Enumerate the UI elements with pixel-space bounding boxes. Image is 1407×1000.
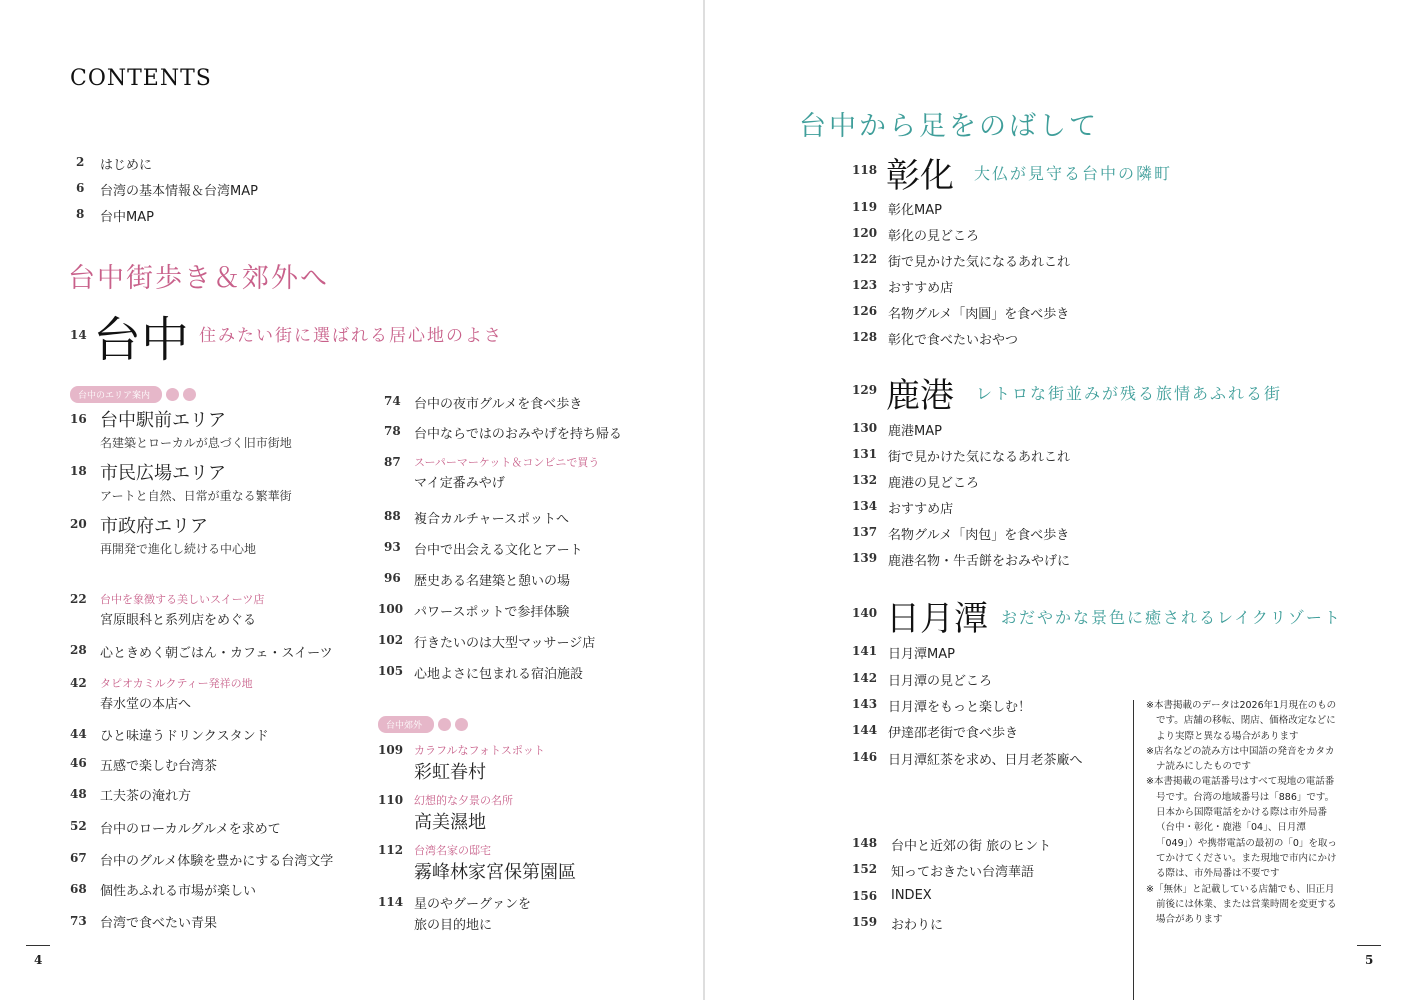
toc-page-number: 16 bbox=[70, 412, 87, 426]
toc-page-number: 96 bbox=[384, 571, 401, 585]
note-text: ※「無休」と記載している店舗でも、旧正月前後には休業、または営業時間を変更する場合があります bbox=[1146, 883, 1337, 926]
tag-dot bbox=[166, 388, 179, 401]
toc-entry[interactable]: 鹿港MAP bbox=[888, 424, 942, 439]
toc-entry[interactable]: INDEX bbox=[891, 888, 932, 903]
page-number-rule bbox=[1357, 945, 1381, 946]
toc-page-number: 93 bbox=[384, 540, 401, 554]
toc-entry[interactable]: 日月潭の見どころ bbox=[888, 674, 993, 689]
toc-page-number: 88 bbox=[384, 509, 401, 523]
spot-title[interactable]: 霧峰林家宮保第園區 bbox=[414, 862, 576, 883]
editorial-notes bbox=[1146, 698, 1342, 927]
toc-entry[interactable]: 台湾で食べたい青果 bbox=[100, 916, 218, 931]
toc-entry[interactable]: 伊達邵老街で食べ歩き bbox=[888, 726, 1019, 741]
toc-page-number: 68 bbox=[70, 882, 87, 896]
toc-page-number: 78 bbox=[384, 424, 401, 438]
area-title[interactable]: 台中駅前エリア bbox=[100, 410, 226, 431]
spot-title[interactable]: 高美濕地 bbox=[414, 812, 486, 833]
toc-page-number: 122 bbox=[852, 252, 878, 266]
tag-dot bbox=[455, 718, 468, 731]
toc-page-number: 142 bbox=[852, 671, 878, 685]
toc-page-number: 143 bbox=[852, 697, 878, 711]
toc-entry[interactable]: 台中で出会える文化とアート bbox=[414, 543, 583, 558]
area-guide-tag-label: 台中のエリア案内 bbox=[70, 386, 162, 403]
page-number-rule bbox=[26, 945, 50, 946]
notes-divider bbox=[1133, 700, 1134, 1000]
toc-page-number: 130 bbox=[852, 421, 878, 435]
area-title[interactable]: 市政府エリア bbox=[100, 516, 208, 537]
note-text: ※店名などの読み方は中国語の発音をカタカナ読みにしたものです bbox=[1146, 745, 1335, 773]
spot-title[interactable]: 彩虹眷村 bbox=[414, 762, 486, 783]
toc-entry[interactable]: 日月潭紅茶を求め、日月老茶廠へ bbox=[888, 753, 1083, 768]
toc-entry[interactable]: 行きたいのは大型マッサージ店 bbox=[414, 636, 596, 651]
toc-page-number: 144 bbox=[852, 723, 878, 737]
toc-entry[interactable]: 心ときめく朝ごはん・カフェ・スイーツ bbox=[100, 646, 333, 661]
area-description: 名建築とローカルが息づく旧市街地 bbox=[100, 436, 292, 450]
city-title[interactable]: 台中 bbox=[93, 312, 190, 368]
toc-page-number: 156 bbox=[852, 889, 878, 903]
toc-page-number: 44 bbox=[70, 727, 87, 741]
city-tagline: おだやかな景色に癒されるレイクリゾート bbox=[1001, 608, 1342, 627]
toc-entry[interactable]: 名物グルメ「肉包」を食べ歩き bbox=[888, 528, 1070, 543]
toc-page-number: 14 bbox=[70, 328, 87, 342]
toc-page-number: 118 bbox=[852, 163, 878, 177]
toc-page-number: 52 bbox=[70, 819, 87, 833]
toc-entry[interactable]: 街で見かけた気になるあれこれ bbox=[888, 255, 1071, 270]
toc-page-number: 109 bbox=[378, 743, 404, 757]
toc-entry[interactable]: 台湾の基本情報＆台湾MAP bbox=[100, 184, 258, 199]
toc-entry[interactable]: 宮原眼科と系列店をめぐる bbox=[100, 613, 257, 628]
city-tagline: 住みたい街に選ばれる居心地のよさ bbox=[199, 326, 503, 346]
toc-page-number: 46 bbox=[70, 756, 87, 770]
toc-page-number: 140 bbox=[852, 606, 878, 620]
toc-entry-subtitle: カラフルなフォトスポット bbox=[414, 744, 545, 757]
area-guide-tag bbox=[70, 386, 196, 403]
toc-entry[interactable]: 春水堂の本店へ bbox=[100, 697, 192, 712]
toc-entry[interactable]: 日月潭MAP bbox=[888, 647, 955, 662]
toc-page-number: 112 bbox=[378, 843, 404, 857]
toc-page-number: 119 bbox=[852, 200, 878, 214]
toc-entry[interactable]: おすすめ店 bbox=[888, 281, 954, 296]
toc-entry[interactable]: 台中と近郊の街 旅のヒント bbox=[891, 839, 1052, 854]
toc-page-number: 141 bbox=[852, 644, 878, 658]
city-title[interactable]: 日月潭 bbox=[886, 599, 988, 639]
toc-page-number: 123 bbox=[852, 278, 878, 292]
toc-page-number: 100 bbox=[378, 602, 404, 616]
page-number: 4 bbox=[34, 953, 43, 967]
area-title[interactable]: 市民広場エリア bbox=[100, 463, 226, 484]
note-text: ※本書掲載のデータは2026年1月現在のものです。店舗の移転、閉店、価格改定などにより実際と異なる場合があります bbox=[1146, 700, 1337, 742]
toc-page-number: 128 bbox=[852, 330, 878, 344]
area-description: 再開発で進化し続ける中心地 bbox=[100, 542, 257, 556]
toc-entry[interactable]: パワースポットで参拝体験 bbox=[414, 605, 570, 620]
toc-entry[interactable]: 彰化MAP bbox=[888, 203, 942, 218]
toc-page-number: 126 bbox=[852, 304, 878, 318]
page-number: 5 bbox=[1365, 953, 1374, 967]
toc-entry-subtitle: タピオカミルクティー発祥の地 bbox=[100, 677, 253, 690]
toc-entry[interactable]: 五感で楽しむ台湾茶 bbox=[100, 759, 218, 774]
city-tagline: レトロな街並みが残る旅情あふれる街 bbox=[976, 384, 1283, 403]
suburb-tag bbox=[378, 716, 468, 733]
toc-page-number: 87 bbox=[384, 455, 401, 469]
toc-page-number: 139 bbox=[852, 551, 878, 565]
toc-page-number: 48 bbox=[70, 787, 87, 801]
toc-entry-subtitle: 台湾名家の邸宅 bbox=[414, 844, 491, 857]
toc-entry[interactable]: 台中のグルメ体験を豊かにする台湾文学 bbox=[100, 854, 334, 869]
toc-page-number: 18 bbox=[70, 464, 87, 478]
toc-page-number: 114 bbox=[378, 895, 404, 909]
toc-page-number: 28 bbox=[70, 643, 87, 657]
toc-page-number: 73 bbox=[70, 914, 87, 928]
toc-page-number: 74 bbox=[384, 394, 401, 408]
toc-entry[interactable]: 街で見かけた気になるあれこれ bbox=[888, 450, 1071, 465]
toc-entry[interactable]: ひと味違うドリンクスタンド bbox=[100, 729, 269, 744]
toc-entry[interactable]: 工夫茶の淹れ方 bbox=[100, 789, 192, 804]
toc-page-number: 120 bbox=[852, 226, 878, 240]
toc-page-number: 159 bbox=[852, 915, 878, 929]
toc-entry[interactable]: 歴史ある名建築と憩いの場 bbox=[414, 574, 571, 589]
toc-page-number: 8 bbox=[76, 207, 85, 221]
toc-page-number: 6 bbox=[76, 181, 85, 195]
section-title: 台中から足をのばして bbox=[799, 111, 1099, 142]
toc-page-number: 152 bbox=[852, 862, 878, 876]
toc-entry[interactable]: マイ定番みやげ bbox=[414, 476, 505, 491]
toc-page-number: 102 bbox=[378, 633, 404, 647]
suburb-tag-label: 台中郊外 bbox=[378, 716, 434, 733]
tag-dot bbox=[438, 718, 451, 731]
contents-title: CONTENTS bbox=[70, 66, 212, 91]
toc-entry[interactable]: 彰化の見どころ bbox=[888, 229, 980, 244]
toc-page-number: 42 bbox=[70, 676, 87, 690]
toc-page-number: 146 bbox=[852, 750, 878, 764]
toc-entry[interactable]: 知っておきたい台湾華語 bbox=[891, 865, 1035, 880]
toc-page-number: 137 bbox=[852, 525, 878, 539]
toc-page-number: 105 bbox=[378, 664, 404, 678]
toc-page-number: 134 bbox=[852, 499, 878, 513]
toc-entry[interactable]: 台中MAP bbox=[100, 210, 154, 225]
book-spine bbox=[703, 0, 705, 1000]
toc-page-number: 2 bbox=[76, 155, 85, 169]
toc-entry-subtitle: スーパーマーケット＆コンビニで買う bbox=[414, 456, 600, 469]
toc-entry[interactable]: 心地よさに包まれる宿泊施設 bbox=[414, 667, 584, 682]
city-title[interactable]: 彰化 bbox=[886, 156, 954, 196]
toc-entry[interactable]: 台中のローカルグルメを求めて bbox=[100, 822, 281, 837]
toc-entry[interactable]: 複合カルチャースポットへ bbox=[414, 512, 569, 527]
city-tagline: 大仏が見守る台中の隣町 bbox=[974, 164, 1173, 183]
toc-page-number: 129 bbox=[852, 383, 878, 397]
toc-entry-subtitle: 台中を象徴する美しいスイーツ店 bbox=[100, 593, 265, 606]
toc-page-number: 22 bbox=[70, 592, 87, 606]
toc-page-number: 20 bbox=[70, 517, 87, 531]
tag-dot bbox=[183, 388, 196, 401]
toc-entry[interactable]: はじめに bbox=[100, 158, 153, 173]
note-text: ※本書掲載の電話番号はすべて現地の電話番号です。台湾の地域番号は「886」です。日本から国際電話をかける際は市外局番（台中・彰化・鹿港「04」、日月潭「049」）や携帯電話の最初の「0」を取ってかけてください。また現地で市内にかける際は、市外局番は不要です bbox=[1146, 776, 1337, 880]
toc-entry[interactable]: 台中の夜市グルメを食べ歩き bbox=[414, 397, 583, 412]
toc-entry-subtitle: 幻想的な夕景の名所 bbox=[414, 794, 513, 807]
toc-page-number: 131 bbox=[852, 447, 878, 461]
toc-page-number: 148 bbox=[852, 836, 878, 850]
area-description: アートと自然、日常が重なる繁華街 bbox=[100, 489, 292, 503]
toc-entry[interactable]: おすすめ店 bbox=[888, 502, 954, 517]
toc-page-number: 132 bbox=[852, 473, 878, 487]
toc-entry[interactable]: 星のやグーグァンを bbox=[414, 897, 532, 912]
section-title: 台中街歩き＆郊外へ bbox=[68, 263, 329, 294]
toc-page-number: 110 bbox=[378, 793, 404, 807]
city-title[interactable]: 鹿港 bbox=[886, 376, 954, 416]
toc-entry[interactable]: おわりに bbox=[891, 918, 944, 933]
toc-entry[interactable]: 個性あふれる市場が楽しい bbox=[100, 884, 257, 899]
toc-entry[interactable]: 名物グルメ「肉圓」を食べ歩き bbox=[888, 307, 1070, 322]
toc-entry-continued[interactable]: 旅の目的地に bbox=[414, 918, 493, 933]
toc-page-number: 67 bbox=[70, 851, 87, 865]
toc-entry[interactable]: 彰化で食べたいおやつ bbox=[888, 333, 1019, 348]
toc-entry[interactable]: 鹿港の見どころ bbox=[888, 476, 980, 491]
toc-entry[interactable]: 鹿港名物・牛舌餅をおみやげに bbox=[888, 554, 1071, 569]
toc-entry[interactable]: 日月潭をもっと楽しむ！ bbox=[888, 700, 1032, 715]
toc-entry[interactable]: 台中ならではのおみやげを持ち帰る bbox=[414, 427, 622, 442]
